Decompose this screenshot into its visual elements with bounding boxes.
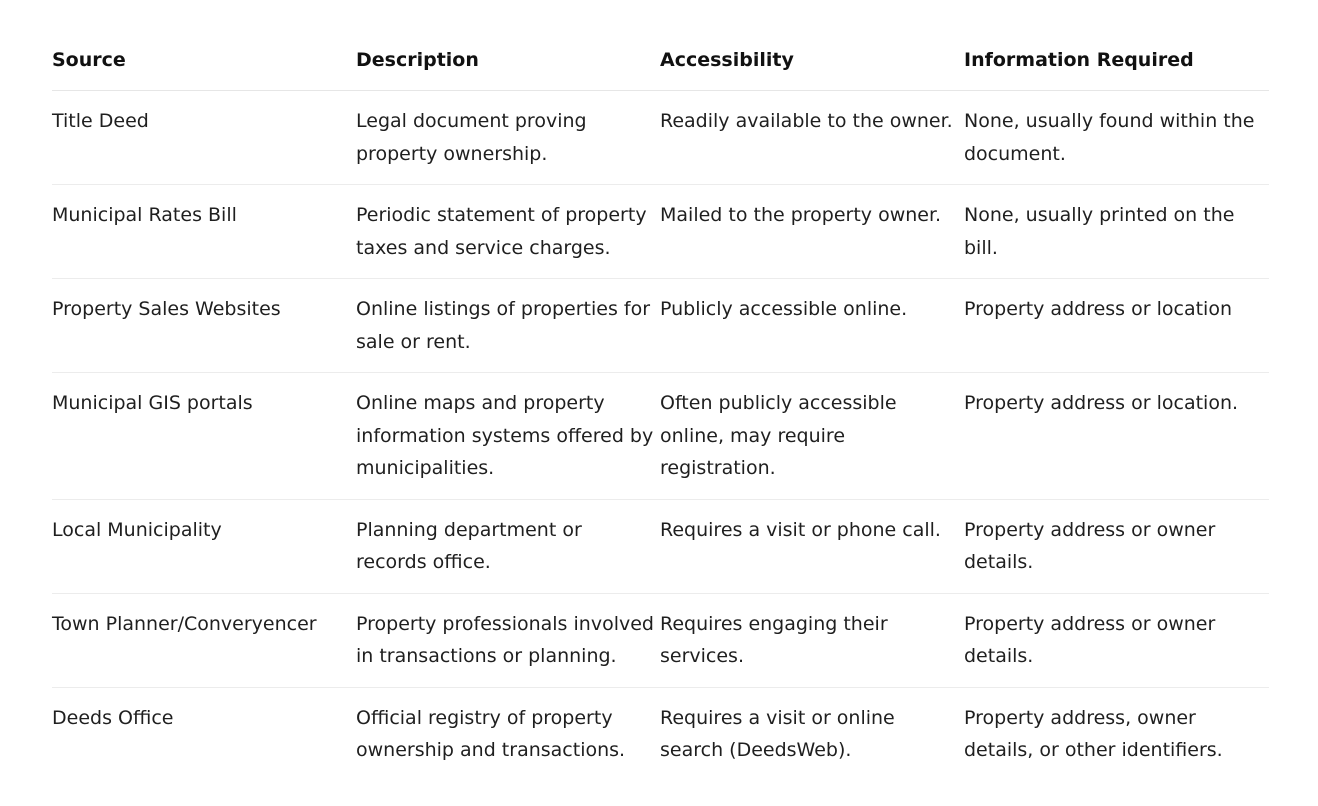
table-header <box>52 32 1269 91</box>
cell-source: Municipal Rates Bill <box>52 185 356 279</box>
cell-information-required: None, usually found within the document. <box>964 91 1269 185</box>
table-row <box>52 499 1269 593</box>
cell-information-required: None, usually printed on the bill. <box>964 185 1269 279</box>
cell-source: Town Planner/Converyencer <box>52 593 356 687</box>
cell-accessibility: Readily available to the owner. <box>660 91 964 185</box>
cell-description: Periodic statement of property taxes and service charges. <box>356 185 660 279</box>
column-header-information-required: Information Required <box>964 32 1269 91</box>
property-info-sources-table-container <box>52 32 1269 781</box>
cell-accessibility: Publicly accessible online. <box>660 279 964 373</box>
cell-description: Online maps and property information systems offered by municipalities. <box>356 373 660 500</box>
cell-information-required: Property address or location. <box>964 373 1269 500</box>
cell-accessibility: Requires a visit or phone call. <box>660 499 964 593</box>
cell-accessibility: Requires engaging their services. <box>660 593 964 687</box>
column-header-description: Description <box>356 32 660 91</box>
table-row <box>52 91 1269 185</box>
cell-source: Local Municipality <box>52 499 356 593</box>
table-row <box>52 687 1269 781</box>
cell-description: Online listings of properties for sale or rent. <box>356 279 660 373</box>
table-body <box>52 91 1269 781</box>
table-row <box>52 593 1269 687</box>
cell-description: Planning department or records office. <box>356 499 660 593</box>
cell-source: Deeds Office <box>52 706 174 729</box>
cell-accessibility: Requires a visit or online search (DeedsWeb). <box>660 706 895 761</box>
cell-accessibility: Often publicly accessible online, may require registration. <box>660 373 964 500</box>
column-header-source: Source <box>52 32 356 91</box>
cell-information-required: Property address or owner details. <box>964 593 1269 687</box>
cell-description: Property professionals involved in transactions or planning. <box>356 593 660 687</box>
table-row <box>52 373 1269 500</box>
cell-source: Title Deed <box>52 91 356 185</box>
cell-information-required: Property address or owner details. <box>964 499 1269 593</box>
property-info-sources-table <box>52 32 1269 781</box>
cell-source: Property Sales Websites <box>52 279 356 373</box>
header-row <box>52 32 1269 91</box>
cell-information-required: Property address or location <box>964 279 1269 373</box>
table-row <box>52 185 1269 279</box>
column-header-accessibility: Accessibility <box>660 32 964 91</box>
table-row <box>52 279 1269 373</box>
cell-source: Municipal GIS portals <box>52 373 356 500</box>
cell-description: Official registry of property ownership and transactions. <box>356 706 626 761</box>
cell-information-required: Property address, owner details, or other identifiers. <box>964 706 1223 761</box>
cell-description: Legal document proving property ownership. <box>356 91 660 185</box>
cell-accessibility: Mailed to the property owner. <box>660 185 964 279</box>
